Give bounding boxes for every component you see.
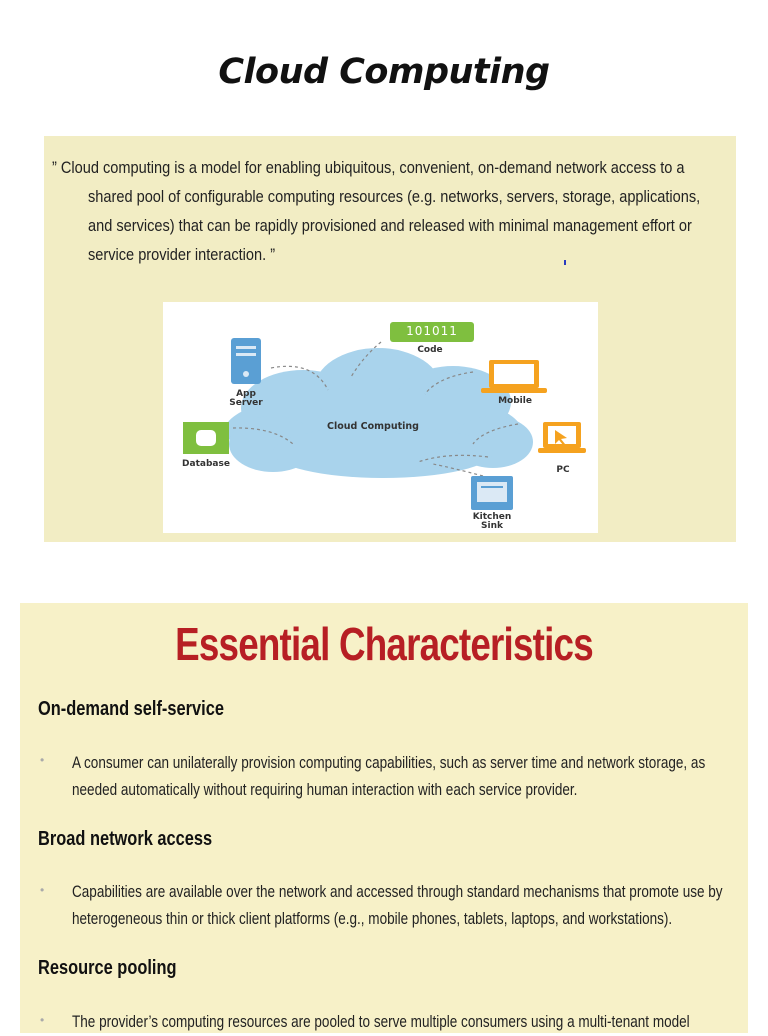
app-server-label: [216, 390, 276, 408]
app-server-label-line: App: [236, 389, 256, 399]
cloud-center-label: Cloud Computing: [327, 421, 419, 432]
section-text: [72, 879, 744, 933]
kitchen-sink-label-line: Sink: [481, 521, 503, 531]
database-icon: [183, 422, 229, 454]
mobile-label: Mobile: [498, 396, 532, 406]
cloud-definition: [52, 154, 701, 270]
section-heading: Resource pooling: [38, 957, 177, 979]
definition-slide: [44, 136, 736, 542]
definition-line: and services) that can be rapidly provisioned and released with minimal management effort or: [88, 217, 692, 235]
kitchen-sink-label-line: Kitchen: [472, 512, 512, 522]
definition-line: ” Cloud computing is a model for enabling ubiquitous, convenient, on-demand network access to a: [52, 159, 685, 177]
bullet-dot: •: [40, 753, 45, 767]
code-badge-label: 101011: [406, 324, 458, 338]
section-heading: Broad network access: [38, 828, 213, 850]
bullet-dot: •: [40, 1013, 45, 1027]
page-title: Cloud Computing: [218, 52, 550, 92]
code-label: Code: [417, 345, 443, 355]
section-text: [72, 1009, 744, 1036]
bullet-dot: •: [40, 883, 45, 897]
section-heading: On-demand self-service: [38, 698, 224, 720]
laptop-icon: [481, 360, 547, 393]
section-line: The provider’s computing resources are pooled to serve multiple consumers using a multi-tenant model: [72, 1013, 690, 1031]
app-server-label-line: Server: [229, 398, 263, 408]
section-line: heterogeneous thin or thick client platforms (e.g., mobile phones, tablets, laptops, and workstations).: [72, 910, 673, 928]
slide-title: Essential Characteristics: [175, 618, 593, 670]
pc-label: PC: [556, 465, 570, 475]
database-label: Database: [182, 459, 230, 469]
cloud-diagram: [163, 302, 598, 533]
kitchen-sink-label: [462, 513, 522, 531]
characteristics-slide: [20, 603, 748, 1033]
section-line: needed automatically without requiring human interaction with each service provider.: [72, 781, 578, 799]
cloud-diagram-graphic: [163, 302, 598, 533]
pc-icon: [538, 422, 586, 453]
server-icon: [231, 338, 261, 384]
section-line: Capabilities are available over the network and accessed through standard mechanisms that promote use by: [72, 883, 723, 901]
stray-mark: [564, 260, 566, 265]
definition-line: service provider interaction. ”: [88, 246, 276, 264]
section-line: A consumer can unilaterally provision computing capabilities, such as server time and network storage, as: [72, 754, 706, 772]
definition-line: shared pool of configurable computing resources (e.g. networks, servers, storage, applications,: [88, 188, 701, 206]
section-text: [72, 750, 744, 804]
monitor-icon: [471, 476, 513, 510]
